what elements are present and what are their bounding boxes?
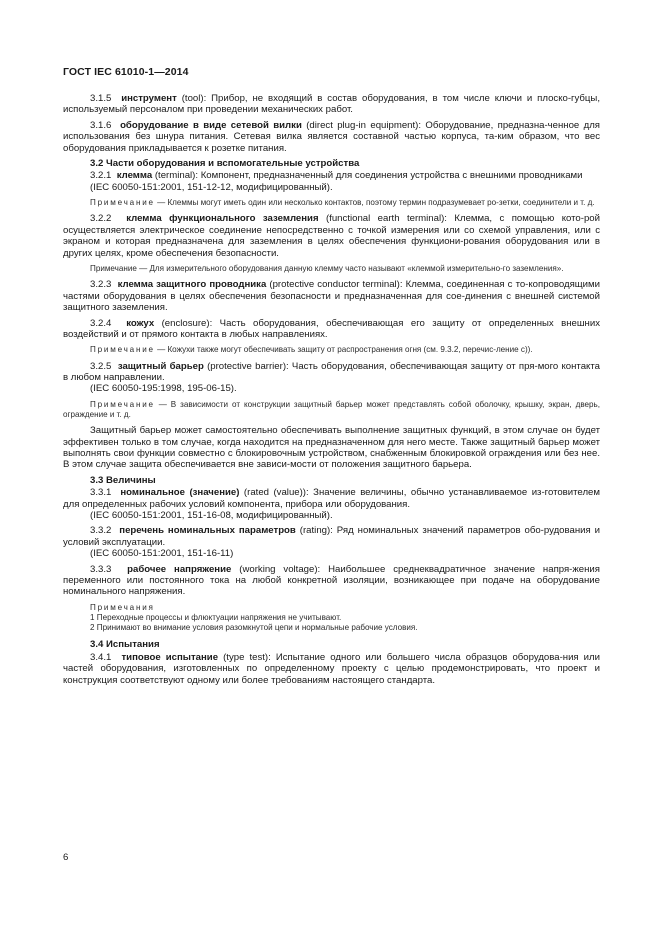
note: [63, 400, 600, 420]
document-header: ГОСТ IEC 61010-1—2014: [63, 66, 189, 78]
term: перечень номинальных параметров: [119, 525, 296, 537]
clause-number: 3.2.3: [90, 279, 112, 291]
clause-3-2-5: [63, 361, 600, 384]
term: инструмент: [121, 93, 177, 104]
note-label: Примечание: [90, 198, 155, 208]
term: клемма защитного проводника: [117, 279, 267, 291]
term: клемма функционального заземления: [126, 213, 319, 225]
clause-number: 3.2.2: [90, 213, 112, 225]
clause-3-3-3: [63, 564, 600, 598]
clause-3-1-6: [63, 120, 600, 154]
notes-label: Примечания: [90, 602, 155, 612]
term: оборудование в виде сетевой вилки: [120, 119, 302, 131]
note: [63, 345, 600, 355]
definition: (rated (value)): Значение величины, обычно устанавливаемое из-готовителем для определенных рабочих условий компонента, прибора или оборудования.: [63, 487, 600, 510]
definition: (rating): Ряд номинальных значений параметров обо-рудования и условий эксплуатации.: [63, 525, 601, 548]
definition: (direct plug-in equipment): Оборудование, предназна-ченное для использования без шнура питания. Сетевая вилка является составной частью корпуса, та-ким образом, что вес оборудования прикладывается к розетке питания.: [63, 119, 600, 154]
clause-number: 3.3.1: [90, 487, 112, 499]
clause-3-2-3: [63, 279, 600, 313]
section-3-4-heading: 3.4 Испытания: [90, 639, 160, 651]
definition: (terminal): Компонент, предназначенный для соединения устройства с внешними проводниками: [152, 170, 583, 182]
clause-number: 3.3.2: [90, 525, 112, 537]
term: клемма: [116, 170, 153, 182]
notes-list: [63, 603, 600, 634]
term: номинальное (значение): [120, 487, 240, 499]
clause-number: 3.1.5: [90, 93, 112, 104]
section-3-2-heading: 3.2 Части оборудования и вспомогательные устройства: [90, 158, 360, 170]
reference: (IEC 60050-151:2001, 151-16-08, модифицированный).: [90, 509, 333, 521]
definition: (protective barrier): Часть оборудования, обеспечивающая защиту от пря-мого контакта в любом направлении.: [63, 360, 600, 383]
section-3-3-heading: 3.3 Величины: [90, 474, 156, 486]
clause-3-4-1: [63, 652, 600, 686]
clause-number: 3.2.5: [90, 360, 112, 372]
term: типовое испытание: [121, 651, 219, 663]
note-text: — Клеммы могут иметь один или несколько контактов, поэтому термин подразумевает ро-зетки, соединители и т. д.: [154, 198, 595, 208]
term: защитный барьер: [117, 360, 204, 372]
note-item: 2 Принимают во внимание условия разомкнутой цепи и нормальные рабочие условия.: [90, 623, 418, 633]
clause-3-2-4: [63, 318, 600, 341]
clause-3-2-1: [63, 170, 600, 181]
clause-number: 3.2.4: [90, 317, 112, 329]
clause-number: 3.2.1: [90, 170, 112, 182]
clause-number: 3.4.1: [90, 651, 112, 663]
page-number: 6: [63, 852, 69, 863]
paragraph: Защитный барьер может самостоятельно обеспечивать выполнение защитных функций, в этом случае он будет эффективен только в том случае, когда находится на предназначенном для него месте. Также защитный барьер может выполнять свои функции совместно с блокировочным устройством, снабженным блокировкой ограждения или без нее. В этом случае защита обеспечивается вне зависи-мости от положения защитного барьера.: [63, 425, 600, 471]
reference: (IEC 60050-195:1998, 195-06-15).: [90, 383, 237, 395]
note: Примечание — Для измерительного оборудования данную клемму часто называют «клеммой измерительно-го заземления».: [90, 264, 564, 274]
definition: (enclosure): Часть оборудования, обеспечивающая его защиту от определенных внешних воздействий и от прямого контакта в любых направлениях.: [63, 317, 600, 340]
definition: (type test): Испытание одного или большего числа образцов оборудова-ния или частей оборудования, изготовленных по определенному проекту с целью продемонстрировать, что проект и конструкция соответствуют одному или более требованиям настоящего стандарта.: [63, 651, 600, 686]
note-label: Примечание: [90, 399, 155, 409]
note: [63, 198, 600, 208]
clause-3-3-1: [63, 487, 600, 510]
clause-3-3-2: [63, 525, 600, 548]
note-text: — В зависимости от конструкции защитный барьер может представлять собой оболочку, крышку, экран, дверь, ограждение и т. д.: [63, 399, 600, 419]
note-label: Примечание: [90, 345, 155, 355]
note-item: 1 Переходные процессы и флюктуации напряжения не учитывают.: [90, 613, 342, 623]
definition: (tool): Прибор, не входящий в состав оборудования, в том числе ключи и плоско-губцы, используемый персоналом при проведении механических работ.: [63, 93, 600, 116]
clause-3-2-2: [63, 213, 600, 259]
term: рабочее напряжение: [127, 563, 232, 575]
term: кожух: [126, 317, 155, 329]
clause-number: 3.3.3: [90, 563, 112, 575]
clause-number: 3.1.6: [90, 119, 112, 131]
definition: (functional earth terminal): Клемма, с помощью кото-рой осуществляется электрическое соединение непосредственно с точкой измерения или со схемой управления, или с экраном и которая предназначена для заземления в целях обеспечения функциони-рования оборудования или в других целях, кроме обеспечения безопасности.: [63, 213, 600, 259]
definition: (working voltage): Наибольшее среднеквадратичное значение напря-жения переменного или постоянного тока на любой конкретной изоляции, возникающее при подаче на оборудование номинального напряжения.: [63, 563, 600, 598]
reference: (IEC 60050-151:2001, 151-16-11): [90, 548, 234, 560]
reference: (IEC 60050-151:2001, 151-12-12, модифицированный).: [90, 181, 333, 193]
clause-3-1-5: [63, 93, 600, 116]
note-text: — Кожухи также могут обеспечивать защиту от распространения огня (см. 9.3.2, перечис-ление с)).: [154, 345, 533, 355]
definition: (protective conductor terminal): Клемма, соединенная с то-копроводящими частями оборудования в целях обеспечения безопасности и предназначенная для сое-динения с внешней системой защитного заземления.: [63, 279, 600, 314]
document-body: [63, 93, 600, 686]
